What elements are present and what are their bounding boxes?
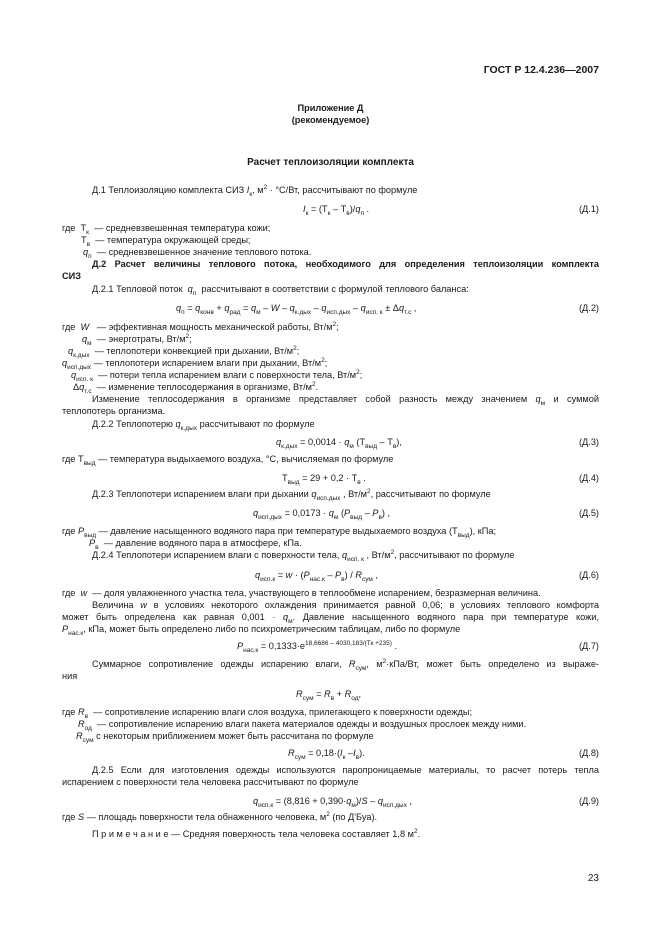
d25-text-2: испарением с поверхности тела человека рассчитывают по формуле	[62, 777, 359, 787]
formula-d4: $Т_{выд} = 29 + 0,2 \cdot Т_в$ .	[282, 473, 366, 486]
formula-d3: $q_{к.дых} = 0,0014 \cdot q_м$ $(Т_{выд} - Т_в)$,	[276, 437, 402, 450]
w-text-1: Величина w в условиях некоторого охлаждения принимается равной 0,06; в условиях теплового комфорта	[92, 600, 599, 610]
r-text-2: ния	[62, 671, 78, 681]
where-rsum: $R_{сум}$ с некоторым приближением может быть рассчитана по формуле	[76, 731, 374, 744]
section-title: Расчет теплоизоляции комплекта	[247, 157, 414, 168]
formula-d6: $q_{исп.к} = w \cdot (P_{нас.к} - P_в) / R_{сум}$ ,	[255, 570, 378, 583]
where-w: где W — эффективная мощность механической работы, $Вт/м^2$;	[62, 320, 339, 332]
eq-num-d3: (Д.3)	[578, 437, 599, 447]
appendix-subtitle: (рекомендуемое)	[291, 115, 370, 125]
d25-text-1: Д.2.5 Если для изготовления одежды используются паропроницаемые материалы, то расчет потерь тепла	[92, 765, 599, 775]
where-qkdyh: $q_{к.дых}$ — теплопотери конвекцией при дыхании, $Вт/м^2$;	[68, 344, 300, 359]
w-def: где w — доля увлажненного участка тела, участвующего в теплообмене испарением, безразмерная величина.	[62, 588, 541, 598]
formula-d7: $P_{нас.к} = 0,1333\cdot e^{18,6686 - 4030,183/(Тк +235)}$ .	[237, 639, 398, 654]
eq-num-d8: (Д.8)	[578, 748, 599, 758]
w-text-2: может быть определена как равная $0,001 \cdot q_м$. Давление насыщенного водяного пара при температуре кожи,	[62, 612, 599, 625]
eq-num-d5: (Д.5)	[578, 508, 599, 518]
where-tv: $Т_в$ — температура окружающей среды;	[81, 235, 251, 248]
s-def: где S — площадь поверхности тела обнаженного человека, $м^2$ (по Д'Буа).	[62, 810, 378, 822]
d2-heading: Д.2 Расчет величины теплового потока, необходимого для определения теплоизоляции комплекта	[92, 259, 599, 269]
d1-intro: Д.1 Теплоизоляцию комплекта СИЗ $I_к$, $м^2 \cdot ^\circ С/Вт$, рассчитывают по формуле	[92, 183, 418, 198]
where-qp: $q_п$ — средневзвешенное значение теплового потока.	[83, 247, 312, 260]
formula-d1: $I_к = (Т_к - Т_в)/q_п$ .	[303, 204, 370, 217]
formula-r-sum: $R_{сум} = R_в + R_{од}$,	[296, 689, 362, 702]
eq-num-d6: (Д.6)	[578, 570, 599, 580]
where-dqts: $\Delta q_{т.с}$ — изменение теплосодержания в организме, $Вт/м^2$.	[73, 380, 319, 395]
eq-num-d7: (Д.7)	[578, 641, 599, 651]
where-qm: $q_м$ — энерготраты, $Вт/м^2$;	[82, 332, 192, 347]
where-tk: где $Т_к$ — средневзвешенная температура кожи;	[62, 223, 271, 236]
d24-intro: Д.2.4 Теплопотери испарением влаги с поверхности тела, $q_{исп. к}$ , $Вт/м^2$, рассчитывают по формуле	[92, 548, 515, 563]
heat-change-text-cont: теплопотерь организма.	[62, 406, 166, 416]
r-text-1: Суммарное сопротивление одежды испарению влаги, $R_{сум}$, $м^2\cdot кПа/Вт$, может быть определено из выраже-	[92, 657, 600, 672]
standard-header: ГОСТ Р 12.4.236—2007	[483, 64, 599, 76]
where-rv: где $R_в$ — сопротивление испарению влаги слоя воздуха, прилегающего к поверхности одежды;	[62, 707, 473, 720]
note: П р и м е ч а н и е — Средняя поверхность тела человека составляет 1,8 $м^2$.	[92, 827, 421, 839]
d22-intro: Д.2.2 Теплопотерю $q_{к.дых}$ рассчитывают по формуле	[92, 419, 315, 432]
page-number: 23	[587, 873, 599, 884]
where-qispdyh: $q_{исп.дых}$ — теплопотери испарением влаги при дыхании, $Вт/м^2$;	[62, 356, 328, 371]
eq-num-d4: (Д.4)	[578, 473, 599, 483]
d21-intro: Д.2.1 Тепловой поток $q_п$ рассчитывают в соответствии с формулой теплового баланса:	[92, 284, 469, 297]
t-exh-def: где $Т_{выд}$ — температура выдыхаемого воздуха, °С, вычисляемая по формуле	[62, 454, 394, 467]
where-qispk: $q_{исп. к}$ — потери тепла испарением влаги с поверхности тела, $Вт/м^2$;	[71, 368, 363, 383]
formula-d8: $R_{сум} = 0,18\cdot(I_к$ $-I_в$).	[288, 748, 365, 761]
formula-d5: $q_{исп.дых} = 0,0173 \cdot q_м$ $(P_{выд} - P_в)$ ,	[253, 508, 391, 521]
where-rod: $R_{од}$ — сопротивление испарению влаги пакета материалов одежды и воздушных прослоек между ними.	[78, 719, 527, 732]
w-text-3: $P_{нас.к}$, кПа, может быть определено либо по психрометрическим таблицам, либо по формуле	[62, 624, 461, 637]
where-pexh: где $P_{выд}$ — давление насыщенного водяного пара при температуре выдыхаемого воздуха $(Т_{выд})$, кПа;	[62, 526, 497, 539]
where-pv: $P_в$ — давление водяного пара в атмосфере, кПа.	[89, 538, 302, 551]
heat-change-text: Изменение теплосодержания в организме представляет собой разность между значением $q_м$ и суммой	[92, 394, 599, 407]
formula-d2: $q_п = q_{конв} + q_{рад} = q_м - W - q_{к.дых} - q_{исп.дых} - q_{исп. к} \pm \Delta q_{т.с}$ ,	[176, 303, 417, 316]
eq-num-d1: (Д.1)	[578, 204, 599, 214]
eq-num-d2: (Д.2)	[578, 303, 599, 313]
appendix-title: Приложение Д	[297, 103, 364, 113]
eq-num-d9: (Д.9)	[578, 796, 599, 806]
formula-d9: $q_{исп.к} = (8,816 + 0,390\cdot q_м)/S - q_{исп.дых}$ ,	[253, 796, 412, 809]
d2-heading-cont: СИЗ	[62, 271, 81, 281]
d23-intro: Д.2.3 Теплопотери испарением влаги при дыхании $q_{исп.дых}$ , $Вт/м^2$, рассчитывают по формуле	[92, 487, 491, 502]
